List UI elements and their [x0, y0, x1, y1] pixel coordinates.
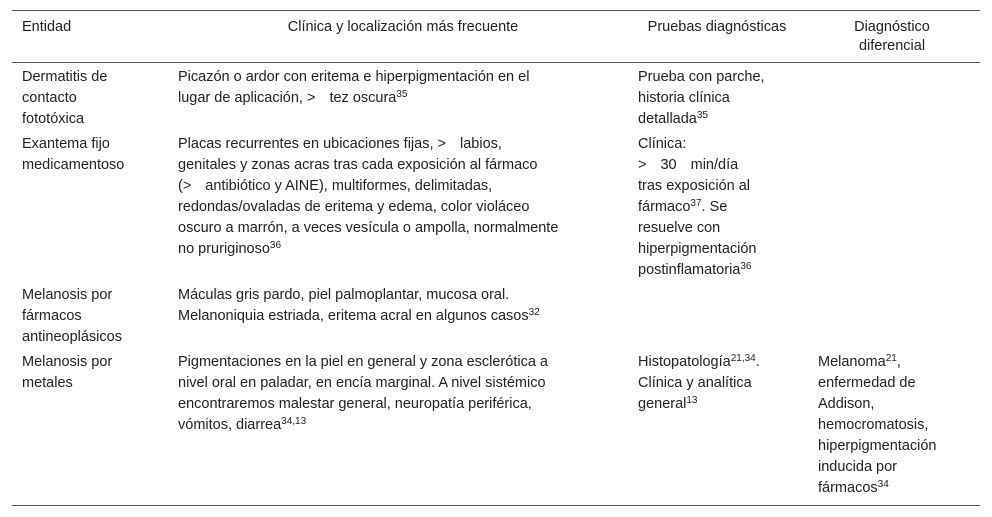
citation-ref: 34,13 — [281, 416, 307, 427]
row1-clinica: Picazón o ardor con eritema e hiperpigmentación en el lugar de aplicación, > tez oscura$^{35}$ — [178, 69, 530, 106]
citation-ref: 13 — [686, 395, 698, 406]
citation-ref: 21,34 — [730, 353, 756, 364]
row3-clinica: Máculas gris pardo, piel palmoplantar, mucosa oral. Melanoniquia estriada, eritema acral en algunos casos$^{32}$ — [178, 287, 540, 324]
citation-ref: 34 — [877, 479, 889, 490]
row4-diferencial: Melanoma$^{21}$, enfermedad de Addison, hemocromatosis, hiperpigmentación inducida por fármacos$^{34}$ — [818, 353, 937, 496]
row1-pruebas: Prueba con parche, historia clínica detallada$^{35}$ — [638, 69, 765, 127]
table-bottom-rule — [12, 505, 980, 506]
citation-ref: 32 — [528, 307, 540, 318]
row2-pruebas: Clínica: > 30 min/día tras exposición al fármaco$^{37}$. Se resuelve con hiperpigmentación postinflamatoria$^{36}$ — [638, 136, 757, 278]
row1-entidad: Dermatitis de contacto fototóxica — [22, 69, 108, 127]
header-diferencial: Diagnóstico diferencial — [854, 19, 930, 54]
row2-clinica: Placas recurrentes en ubicaciones fijas, > labios, genitales y zonas acras tras cada exposición al fármaco (> antibiótico y AINE), multiformes, delimitadas, redondas/ovaladas de eritema y edema, color violáceo oscuro a marrón, a veces vesícula o ampolla, normalmente no pruriginoso$^{36}$ — [178, 136, 559, 257]
row3-entidad: Melanosis por fármacos antineoplásicos — [22, 287, 122, 345]
header-clinica: Clínica y localización más frecuente — [287, 19, 519, 35]
citation-ref: 37 — [690, 198, 702, 209]
header-bottom-rule — [12, 62, 980, 63]
citation-ref: 35 — [396, 89, 408, 100]
header-entidad: Entidad — [22, 19, 72, 35]
header-pruebas: Pruebas diagnósticas — [647, 19, 787, 35]
citation-ref: 35 — [696, 110, 708, 121]
row4-clinica: Pigmentaciones en la piel en general y zona esclerótica a nivel oral en paladar, en encía marginal. A nivel sistémico encontraremos malestar general, neuropatía periférica, vómitos, diarrea$^{34,13}$ — [178, 354, 548, 433]
row2-entidad: Exantema fijo medicamentoso — [22, 136, 125, 173]
table-top-rule — [12, 10, 980, 11]
row4-pruebas: Histopatología$^{21,34}$. Clínica y analítica general$^{13}$ — [638, 353, 760, 412]
row4-entidad: Melanosis por metales — [22, 354, 113, 391]
citation-ref: 36 — [269, 240, 282, 251]
citation-ref: 36 — [740, 261, 752, 272]
citation-ref: 21 — [885, 353, 897, 364]
